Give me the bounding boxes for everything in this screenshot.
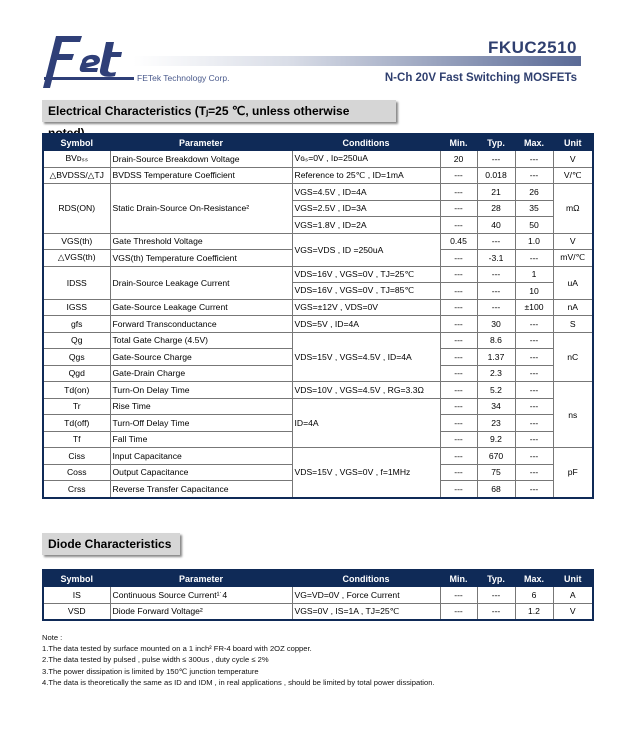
typ-cell: 23	[477, 415, 515, 432]
unit-cell: V	[553, 233, 593, 250]
min-cell: ---	[440, 365, 477, 382]
typ-cell: ---	[477, 233, 515, 250]
conditions-cell: Vɢₛ=0V , Iᴅ=250uA	[292, 151, 440, 168]
electrical-section-title: Electrical Characteristics (Tⱼ=25 ℃, unless otherwise noted)	[42, 100, 396, 122]
symbol-cell: gfs	[43, 316, 110, 333]
column-header: Min.	[440, 570, 477, 587]
max-cell: ---	[515, 365, 553, 382]
note-item: 4.The data is theoretically the same as ID and IDM , in real applications , should be limited by total power dissipation.	[42, 677, 435, 687]
unit-cell: V	[553, 603, 593, 620]
table-row	[43, 587, 593, 604]
parameter-cell: Static Drain-Source On-Resistance²	[110, 184, 292, 234]
parameter-cell: Fall Time	[110, 431, 292, 448]
symbol-cell: Crss	[43, 481, 110, 498]
max-cell: ---	[515, 167, 553, 184]
column-header: Unit	[553, 134, 593, 151]
conditions-cell: VGS=1.8V , ID=2A	[292, 217, 440, 234]
max-cell: 6	[515, 587, 553, 604]
column-header: Parameter	[110, 134, 292, 151]
column-header: Symbol	[43, 570, 110, 587]
min-cell: ---	[440, 184, 477, 201]
max-cell: ---	[515, 250, 553, 267]
column-header: Parameter	[110, 570, 292, 587]
min-cell: ---	[440, 250, 477, 267]
max-cell: ---	[515, 415, 553, 432]
max-cell: ---	[515, 398, 553, 415]
min-cell: 20	[440, 151, 477, 168]
symbol-cell: IGSS	[43, 299, 110, 316]
table-body	[43, 587, 593, 621]
unit-cell: S	[553, 316, 593, 333]
typ-cell: 68	[477, 481, 515, 498]
typ-cell: 8.6	[477, 332, 515, 349]
conditions-cell: VGS=0V , IS=1A , TJ=25℃	[292, 603, 440, 620]
max-cell: 1.0	[515, 233, 553, 250]
table-header-row	[43, 570, 593, 587]
company-name: FETek Technology Corp.	[137, 73, 230, 83]
diode-characteristics-table	[42, 569, 594, 621]
max-cell: ±100	[515, 299, 553, 316]
symbol-cell: Qgd	[43, 365, 110, 382]
symbol-cell: Ciss	[43, 448, 110, 465]
symbol-cell: VSD	[43, 603, 110, 620]
parameter-cell: Gate-Drain Charge	[110, 365, 292, 382]
symbol-cell: RDS(ON)	[43, 184, 110, 234]
typ-cell: 670	[477, 448, 515, 465]
column-header: Min.	[440, 134, 477, 151]
table-row	[43, 332, 593, 349]
typ-cell: 21	[477, 184, 515, 201]
parameter-cell: Rise Time	[110, 398, 292, 415]
parameter-cell: Drain-Source Leakage Current	[110, 266, 292, 299]
min-cell: ---	[440, 398, 477, 415]
table-row	[43, 398, 593, 415]
typ-cell: ---	[477, 266, 515, 283]
parameter-cell: Drain-Source Breakdown Voltage	[110, 151, 292, 168]
typ-cell: ---	[477, 587, 515, 604]
parameter-cell: BVDSS Temperature Coefficient	[110, 167, 292, 184]
unit-cell: A	[553, 587, 593, 604]
note-item: 1.The data tested by surface mounted on a 1 inch² FR-4 board with 2OZ copper.	[42, 644, 312, 654]
conditions-cell: VGS=2.5V , ID=3A	[292, 200, 440, 217]
typ-cell: 40	[477, 217, 515, 234]
max-cell: ---	[515, 316, 553, 333]
product-subtitle: N-Ch 20V Fast Switching MOSFETs	[384, 72, 577, 84]
max-cell: 1	[515, 266, 553, 283]
min-cell: ---	[440, 316, 477, 333]
min-cell: ---	[440, 332, 477, 349]
symbol-cell: Qg	[43, 332, 110, 349]
table-row	[43, 151, 593, 168]
typ-cell: -3.1	[477, 250, 515, 267]
conditions-cell: VDS=15V , VGS=0V , f=1MHz	[292, 448, 440, 498]
conditions-cell: ID=4A	[292, 398, 440, 448]
max-cell: ---	[515, 151, 553, 168]
unit-cell: mV/℃	[553, 250, 593, 267]
column-header: Max.	[515, 570, 553, 587]
parameter-cell: Output Capacitance	[110, 464, 292, 481]
part-number: FKUC2510	[487, 38, 577, 57]
symbol-cell: △BVDSS/△TJ	[43, 167, 110, 184]
max-cell: 26	[515, 184, 553, 201]
parameter-cell: Forward Transconductance	[110, 316, 292, 333]
table-row	[43, 233, 593, 250]
parameter-cell: Input Capacitance	[110, 448, 292, 465]
conditions-cell: VDS=5V , ID=4A	[292, 316, 440, 333]
min-cell: ---	[440, 266, 477, 283]
column-header: Conditions	[292, 570, 440, 587]
symbol-cell: Td(off)	[43, 415, 110, 432]
max-cell: ---	[515, 464, 553, 481]
symbol-cell: IS	[43, 587, 110, 604]
conditions-cell: Reference to 25℃ , ID=1mA	[292, 167, 440, 184]
max-cell: 1.2	[515, 603, 553, 620]
column-header: Conditions	[292, 134, 440, 151]
conditions-cell: VGS=±12V , VDS=0V	[292, 299, 440, 316]
typ-cell: ---	[477, 603, 515, 620]
conditions-cell: VG=VD=0V , Force Current	[292, 587, 440, 604]
parameter-cell: Total Gate Charge (4.5V)	[110, 332, 292, 349]
max-cell: ---	[515, 431, 553, 448]
symbol-cell: BVᴅₛₛ	[43, 151, 110, 168]
min-cell: ---	[440, 481, 477, 498]
min-cell: ---	[440, 448, 477, 465]
conditions-cell: VDS=16V , VGS=0V , TJ=25℃	[292, 266, 440, 283]
min-cell: ---	[440, 382, 477, 399]
symbol-cell: Qgs	[43, 349, 110, 366]
typ-cell: 9.2	[477, 431, 515, 448]
min-cell: ---	[440, 217, 477, 234]
column-header: Typ.	[477, 570, 515, 587]
table-row	[43, 266, 593, 283]
diode-section-title: Diode Characteristics	[42, 533, 180, 555]
table-header-row	[43, 134, 593, 151]
max-cell: ---	[515, 349, 553, 366]
max-cell: ---	[515, 382, 553, 399]
company-logo	[42, 32, 134, 92]
typ-cell: 75	[477, 464, 515, 481]
min-cell: ---	[440, 167, 477, 184]
parameter-cell: Continuous Source Current¹˙4	[110, 587, 292, 604]
symbol-cell: Coss	[43, 464, 110, 481]
unit-cell: mΩ	[553, 184, 593, 234]
table-row	[43, 448, 593, 465]
parameter-cell: Turn-Off Delay Time	[110, 415, 292, 432]
typ-cell: ---	[477, 151, 515, 168]
unit-cell: nA	[553, 299, 593, 316]
typ-cell: 0.018	[477, 167, 515, 184]
table-row	[43, 603, 593, 620]
conditions-cell: VDS=10V , VGS=4.5V , RG=3.3Ω	[292, 382, 440, 399]
table-row	[43, 316, 593, 333]
min-cell: ---	[440, 349, 477, 366]
note-item: 2.The data tested by pulsed , pulse width ≤ 300us , duty cycle ≤ 2%	[42, 655, 269, 665]
min-cell: ---	[440, 464, 477, 481]
table-row	[43, 184, 593, 201]
min-cell: ---	[440, 603, 477, 620]
parameter-cell: VGS(th) Temperature Coefficient	[110, 250, 292, 267]
typ-cell: ---	[477, 283, 515, 300]
symbol-cell: IDSS	[43, 266, 110, 299]
max-cell: ---	[515, 448, 553, 465]
parameter-cell: Reverse Transfer Capacitance	[110, 481, 292, 498]
column-header: Max.	[515, 134, 553, 151]
min-cell: ---	[440, 431, 477, 448]
min-cell: ---	[440, 415, 477, 432]
min-cell: ---	[440, 587, 477, 604]
max-cell: ---	[515, 481, 553, 498]
parameter-cell: Gate Threshold Voltage	[110, 233, 292, 250]
conditions-cell: VGS=4.5V , ID=4A	[292, 184, 440, 201]
unit-cell: ns	[553, 382, 593, 448]
max-cell: 35	[515, 200, 553, 217]
table-row	[43, 299, 593, 316]
unit-cell: V	[553, 151, 593, 168]
notes	[42, 632, 435, 688]
min-cell: ---	[440, 299, 477, 316]
conditions-cell: VDS=16V , VGS=0V , TJ=85℃	[292, 283, 440, 300]
typ-cell: 5.2	[477, 382, 515, 399]
symbol-cell: Td(on)	[43, 382, 110, 399]
typ-cell: 1.37	[477, 349, 515, 366]
unit-cell: V/℃	[553, 167, 593, 184]
parameter-cell: Turn-On Delay Time	[110, 382, 292, 399]
table-row	[43, 167, 593, 184]
typ-cell: 2.3	[477, 365, 515, 382]
max-cell: ---	[515, 332, 553, 349]
conditions-cell: VGS=VDS , ID =250uA	[292, 233, 440, 266]
min-cell: ---	[440, 200, 477, 217]
table-body	[43, 151, 593, 498]
column-header: Symbol	[43, 134, 110, 151]
column-header: Typ.	[477, 134, 515, 151]
symbol-cell: Tf	[43, 431, 110, 448]
typ-cell: 28	[477, 200, 515, 217]
unit-cell: uA	[553, 266, 593, 299]
parameter-cell: Gate-Source Leakage Current	[110, 299, 292, 316]
symbol-cell: Tr	[43, 398, 110, 415]
typ-cell: 30	[477, 316, 515, 333]
conditions-cell: VDS=15V , VGS=4.5V , ID=4A	[292, 332, 440, 382]
parameter-cell: Gate-Source Charge	[110, 349, 292, 366]
min-cell: ---	[440, 283, 477, 300]
symbol-cell: △VGS(th)	[43, 250, 110, 267]
column-header: Unit	[553, 570, 593, 587]
max-cell: 10	[515, 283, 553, 300]
typ-cell: 34	[477, 398, 515, 415]
table-row	[43, 382, 593, 399]
unit-cell: pF	[553, 448, 593, 498]
symbol-cell: VGS(th)	[43, 233, 110, 250]
max-cell: 50	[515, 217, 553, 234]
notes-heading: Note :	[42, 633, 63, 642]
parameter-cell: Diode Forward Voltage²	[110, 603, 292, 620]
typ-cell: ---	[477, 299, 515, 316]
min-cell: 0.45	[440, 233, 477, 250]
electrical-characteristics-table	[42, 133, 594, 499]
note-item: 3.The power dissipation is limited by 150℃ junction temperature	[42, 666, 259, 676]
unit-cell: nC	[553, 332, 593, 382]
